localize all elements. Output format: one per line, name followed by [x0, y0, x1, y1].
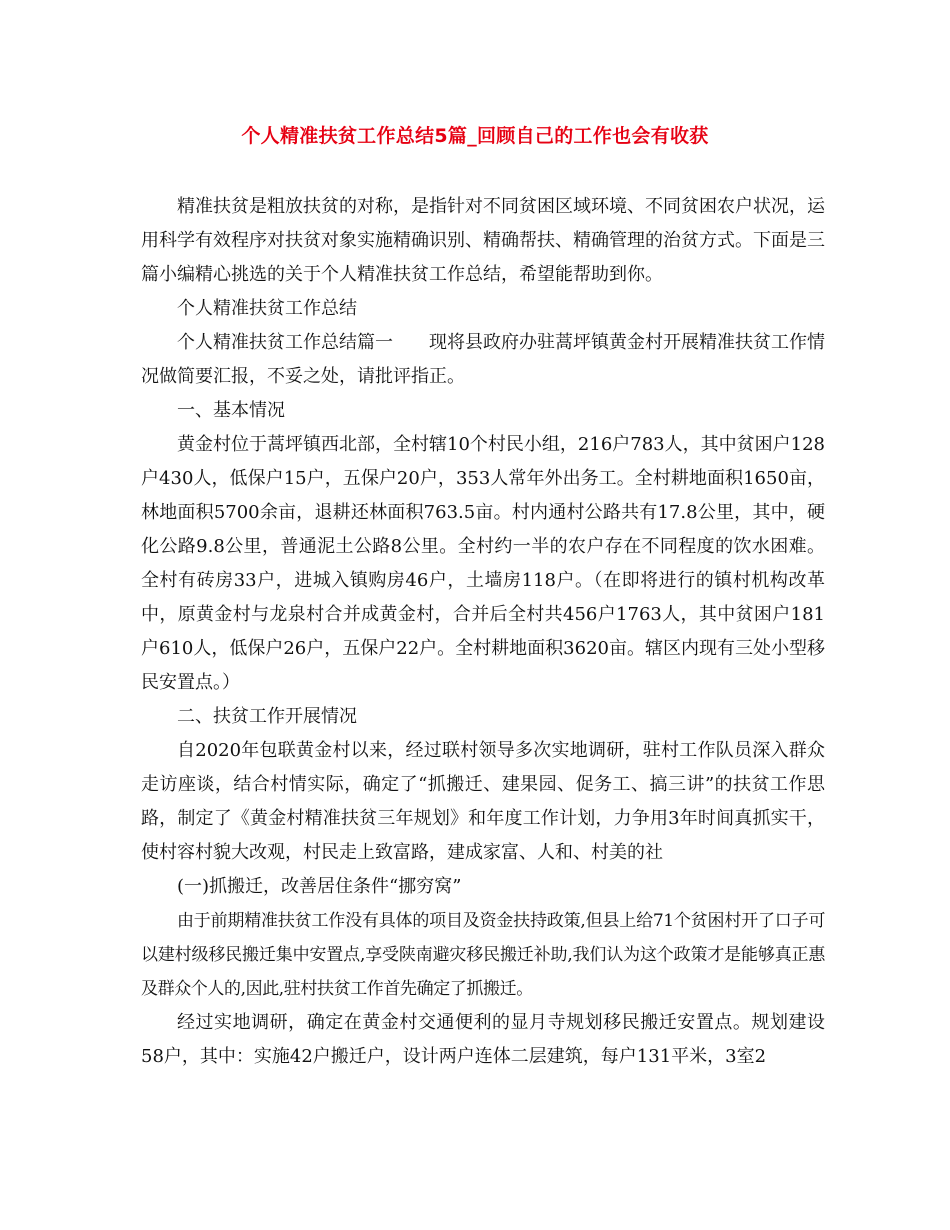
document-body: [141, 190, 825, 1074]
paragraph-subheading: 个人精准扶贫工作总结: [177, 298, 357, 319]
paragraph-section-one-lead: 个人精准扶贫工作总结篇一 现将县政府办驻蒿坪镇黄金村开展精准扶贫工作情况做简要汇报，不妥之处，请批评指正。: [141, 332, 825, 387]
paragraph-work-progress: 自2020年包联黄金村以来，经过联村领导多次实地调研，驻村工作队员深入群众走访座谈，结合村情实际，确定了“抓搬迁、建果园、促务工、搞三讲”的扶贫工作思路，制定了《黄金村精准扶贫三年规划》和年度工作计划，力争用3年时间真抓实干，使村容村貌大改观，村民走上致富路，建成家富、人和、村美的社: [141, 740, 825, 863]
heading-basic-situation: 一、基本情况: [177, 400, 285, 421]
paragraph-basic-situation: 黄金村位于蒿坪镇西北部，全村辖10个村民小组，216户783人，其中贫困户128户430人，低保户15户，五保户20户，353人常年外出务工。全村耕地面积1650亩，林地面积5700余亩，退耕还林面积763.5亩。村内通村公路共有17.8公里，其中，硬化公路9.8公里，普通泥土公路8公里。全村约一半的农户存在不同程度的饮水困难。全村有砖房33户，进城入镇购房46户，土墙房118户。（在即将进行的镇村机构改革中，原黄金村与龙泉村合并成黄金村，合并后全村共456户1763人，其中贫困户181户610人，低保户26户，五保户22户。全村耕地面积3620亩。辖区内现有三处小型移民安置点。）: [141, 434, 825, 693]
paragraph-intro: 精准扶贫是粗放扶贫的对称，是指针对不同贫困区域环境、不同贫困农户状况，运用科学有效程序对扶贫对象实施精确识别、精确帮扶、精确管理的治贫方式。下面是三篇小编精心挑选的关于个人精准扶贫工作总结，希望能帮助到你。: [141, 196, 825, 285]
heading-work-progress: 二、扶贫工作开展情况: [177, 706, 357, 727]
paragraph-relocation-policy: 由于前期精准扶贫工作没有具体的项目及资金扶持政策,但县上给71个贫困村开了口子可以建村级移民搬迁集中安置点,享受陕南避灾移民搬迁补助,我们认为这个政策才是能够真正惠及群众个人的,因此,驻村扶贫工作首先确定了抓搬迁。: [141, 911, 825, 999]
heading-relocation: (一)抓搬迁，改善居住条件“挪穷窝”: [177, 876, 462, 897]
document-title: 个人精准扶贫工作总结5篇_回顾自己的工作也会有收获: [241, 125, 709, 147]
paragraph-relocation-plan: 经过实地调研，确定在黄金村交通便利的显月寺规划移民搬迁安置点。规划建设58户，其中：实施42户搬迁户，设计两户连体二层建筑，每户131平米，3室2: [141, 1012, 825, 1067]
